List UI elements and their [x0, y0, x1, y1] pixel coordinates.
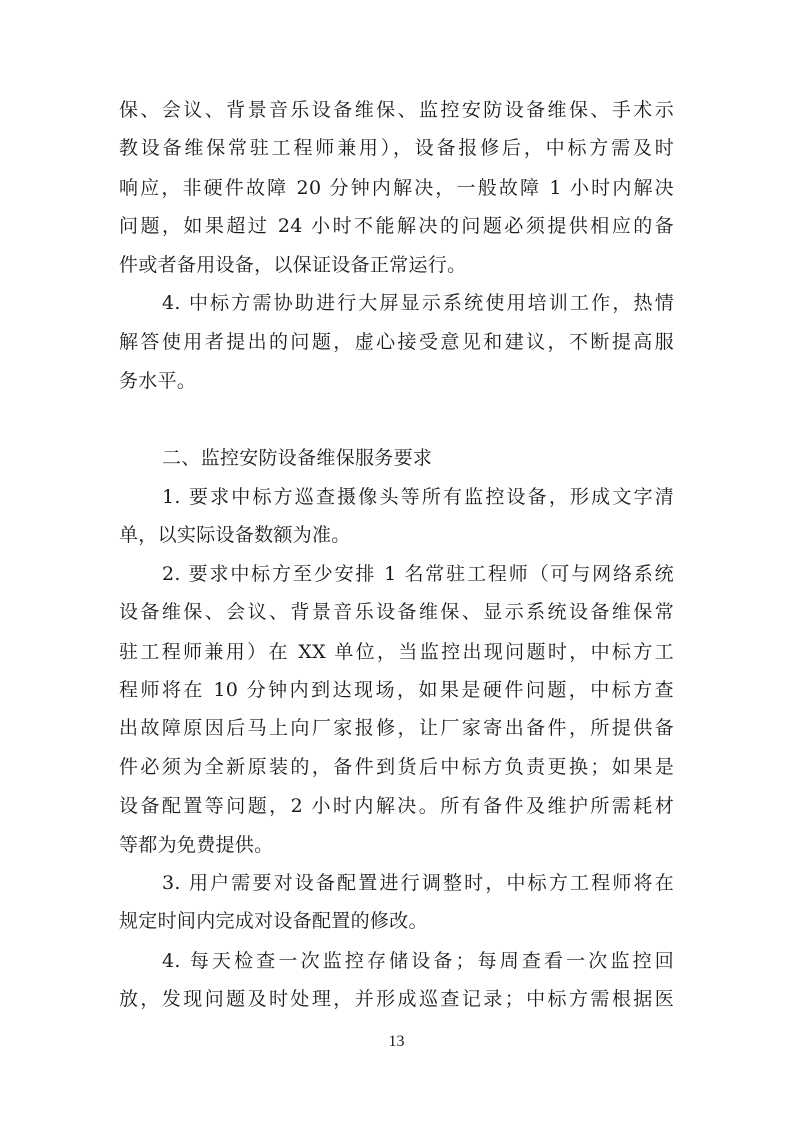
body-line: 出故障原因后马上向厂家报修，让厂家寄出备件，所提供备	[119, 717, 674, 739]
paragraph-first-line: 4. 每天检查一次监控存储设备；每周查看一次监控回	[162, 950, 674, 972]
body-line: 件必须为全新原装的，备件到货后中标方负责更换；如果是	[119, 756, 674, 778]
body-line: 驻工程师兼用）在 XX 单位，当监控出现问题时，中标方工	[119, 641, 674, 663]
body-line: 设备配置等问题，2 小时内解决。所有备件及维护所需耗材	[119, 795, 674, 817]
body-line: 规定时间内完成对设备配置的修改。	[119, 910, 428, 932]
section-heading: 二、监控安防设备维保服务要求	[162, 447, 433, 469]
body-line: 设备维保、会议、背景音乐设备维保、显示系统设备维保常	[119, 601, 674, 623]
body-line: 放，发现问题及时处理，并形成巡查记录；中标方需根据医	[119, 988, 674, 1010]
body-line: 件或者备用设备，以保证设备正常运行。	[119, 254, 467, 276]
body-line: 保、会议、背景音乐设备维保、监控安防设备维保、手术示	[119, 99, 674, 121]
body-line: 响应，非硬件故障 20 分钟内解决，一般故障 1 小时内解决	[119, 177, 674, 199]
paragraph-first-line: 1. 要求中标方巡查摄像头等所有监控设备，形成文字清	[162, 486, 674, 508]
body-line: 等都为免费提供。	[119, 834, 274, 856]
body-line: 务水平。	[119, 370, 197, 392]
paragraph-first-line: 3. 用户需要对设备配置进行调整时，中标方工程师将在	[162, 872, 674, 894]
body-line: 单，以实际设备数额为准。	[119, 524, 351, 546]
body-line: 解答使用者提出的问题，虚心接受意见和建议，不断提高服	[119, 331, 674, 353]
body-line: 问题，如果超过 24 小时不能解决的问题必须提供相应的备	[119, 215, 674, 237]
body-line: 教设备维保常驻工程师兼用），设备报修后，中标方需及时	[119, 137, 674, 159]
paragraph-first-line: 2. 要求中标方至少安排 1 名常驻工程师（可与网络系统	[162, 563, 674, 585]
paragraph-first-line: 4. 中标方需协助进行大屏显示系统使用培训工作，热情	[162, 292, 674, 314]
page-number: 13	[388, 1033, 405, 1050]
body-line: 程师将在 10 分钟内到达现场，如果是硬件问题，中标方查	[119, 679, 674, 701]
